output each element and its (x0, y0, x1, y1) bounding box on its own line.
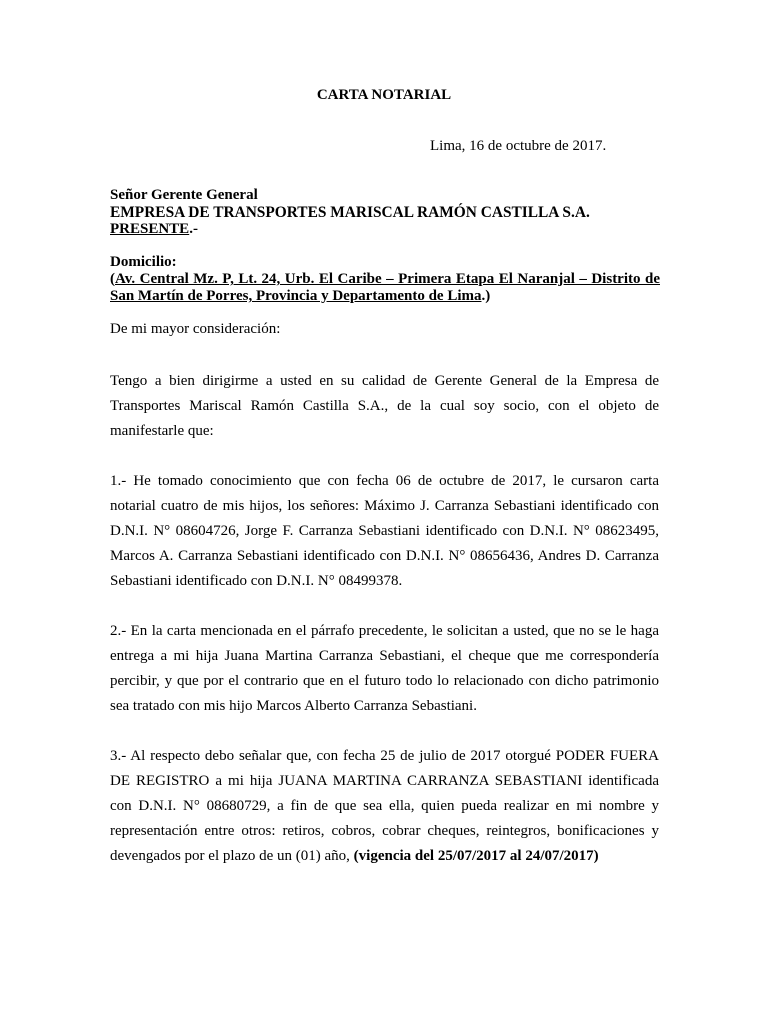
validity-period: (vigencia del 25/07/2017 al 24/07/2017) (353, 848, 599, 864)
paragraph-point-3-text: 3.- Al respecto debo señalar que, con fecha 25 de julio de 2017 otorgué PODER FUERA DE REGISTRO a mi hija JUANA MARTINA CARRANZA SEBASTIANI identificada con D.N.I. N° 08680729, a fin de que sea ella, quien pueda realizar en mi nombre y representación entre otros: retiros, cobros, cobrar cheques, reintegros, bonificaciones y devengados por el plazo de un (01) año, (110, 748, 659, 864)
domicilio-address (110, 271, 660, 305)
domicilio-address-text: Av. Central Mz. P, Lt. 24, Urb. El Caribe – Primera Etapa El Naranjal – Distrito de San Martín de Porres, Provincia y Departamento de Lima (110, 271, 660, 304)
addressee-block (110, 187, 660, 238)
present-label: PRESENTE (110, 221, 190, 237)
greeting: De mi mayor consideración: (110, 321, 281, 337)
domicilio-open-paren: ( (110, 271, 115, 287)
domicilio-label: Domicilio: (110, 254, 177, 270)
present-suffix: .- (189, 221, 198, 237)
paragraph-point-1: 1.- He tomado conocimiento que con fecha 06 de octubre de 2017, le cursaron carta notarial cuatro de mis hijos, los señores: Máximo J. Carranza Sebastiani identificado con D.N.I. N° 08604726, Jorge F. Carranza Sebastiani identificado con D.N.I. N° 08623495, Marcos A. Carranza Sebastiani identificado con D.N.I. N° 08656436, Andres D. Carranza Sebastiani identificado con D.N.I. N° 08499378. (110, 473, 659, 589)
letter-date: Lima, 16 de octubre de 2017. (430, 138, 607, 154)
paragraph-point-3 (110, 744, 659, 869)
addressee-present (110, 221, 660, 238)
paragraph-intro: Tengo a bien dirigirme a usted en su calidad de Gerente General de la Empresa de Transportes Mariscal Ramón Castilla S.A., de la cual soy socio, con el objeto de manifestarle que: (110, 373, 659, 439)
domicilio-block (110, 254, 660, 305)
document-title: CARTA NOTARIAL (316, 87, 452, 103)
addressee-company: EMPRESA DE TRANSPORTES MARISCAL RAMÓN CASTILLA S.A. (110, 204, 590, 221)
addressee-title: Señor Gerente General (110, 187, 258, 203)
domicilio-close: .) (481, 288, 491, 304)
paragraph-point-2: 2.- En la carta mencionada en el párrafo precedente, le solicitan a usted, que no se le haga entrega a mi hija Juana Martina Carranza Sebastiani, el cheque que me correspondería percibir, y que por el contrario que en el futuro todo lo relacionado con dicho patrimonio sea tratado con mis hijo Marcos Alberto Carranza Sebastiani. (110, 623, 659, 714)
